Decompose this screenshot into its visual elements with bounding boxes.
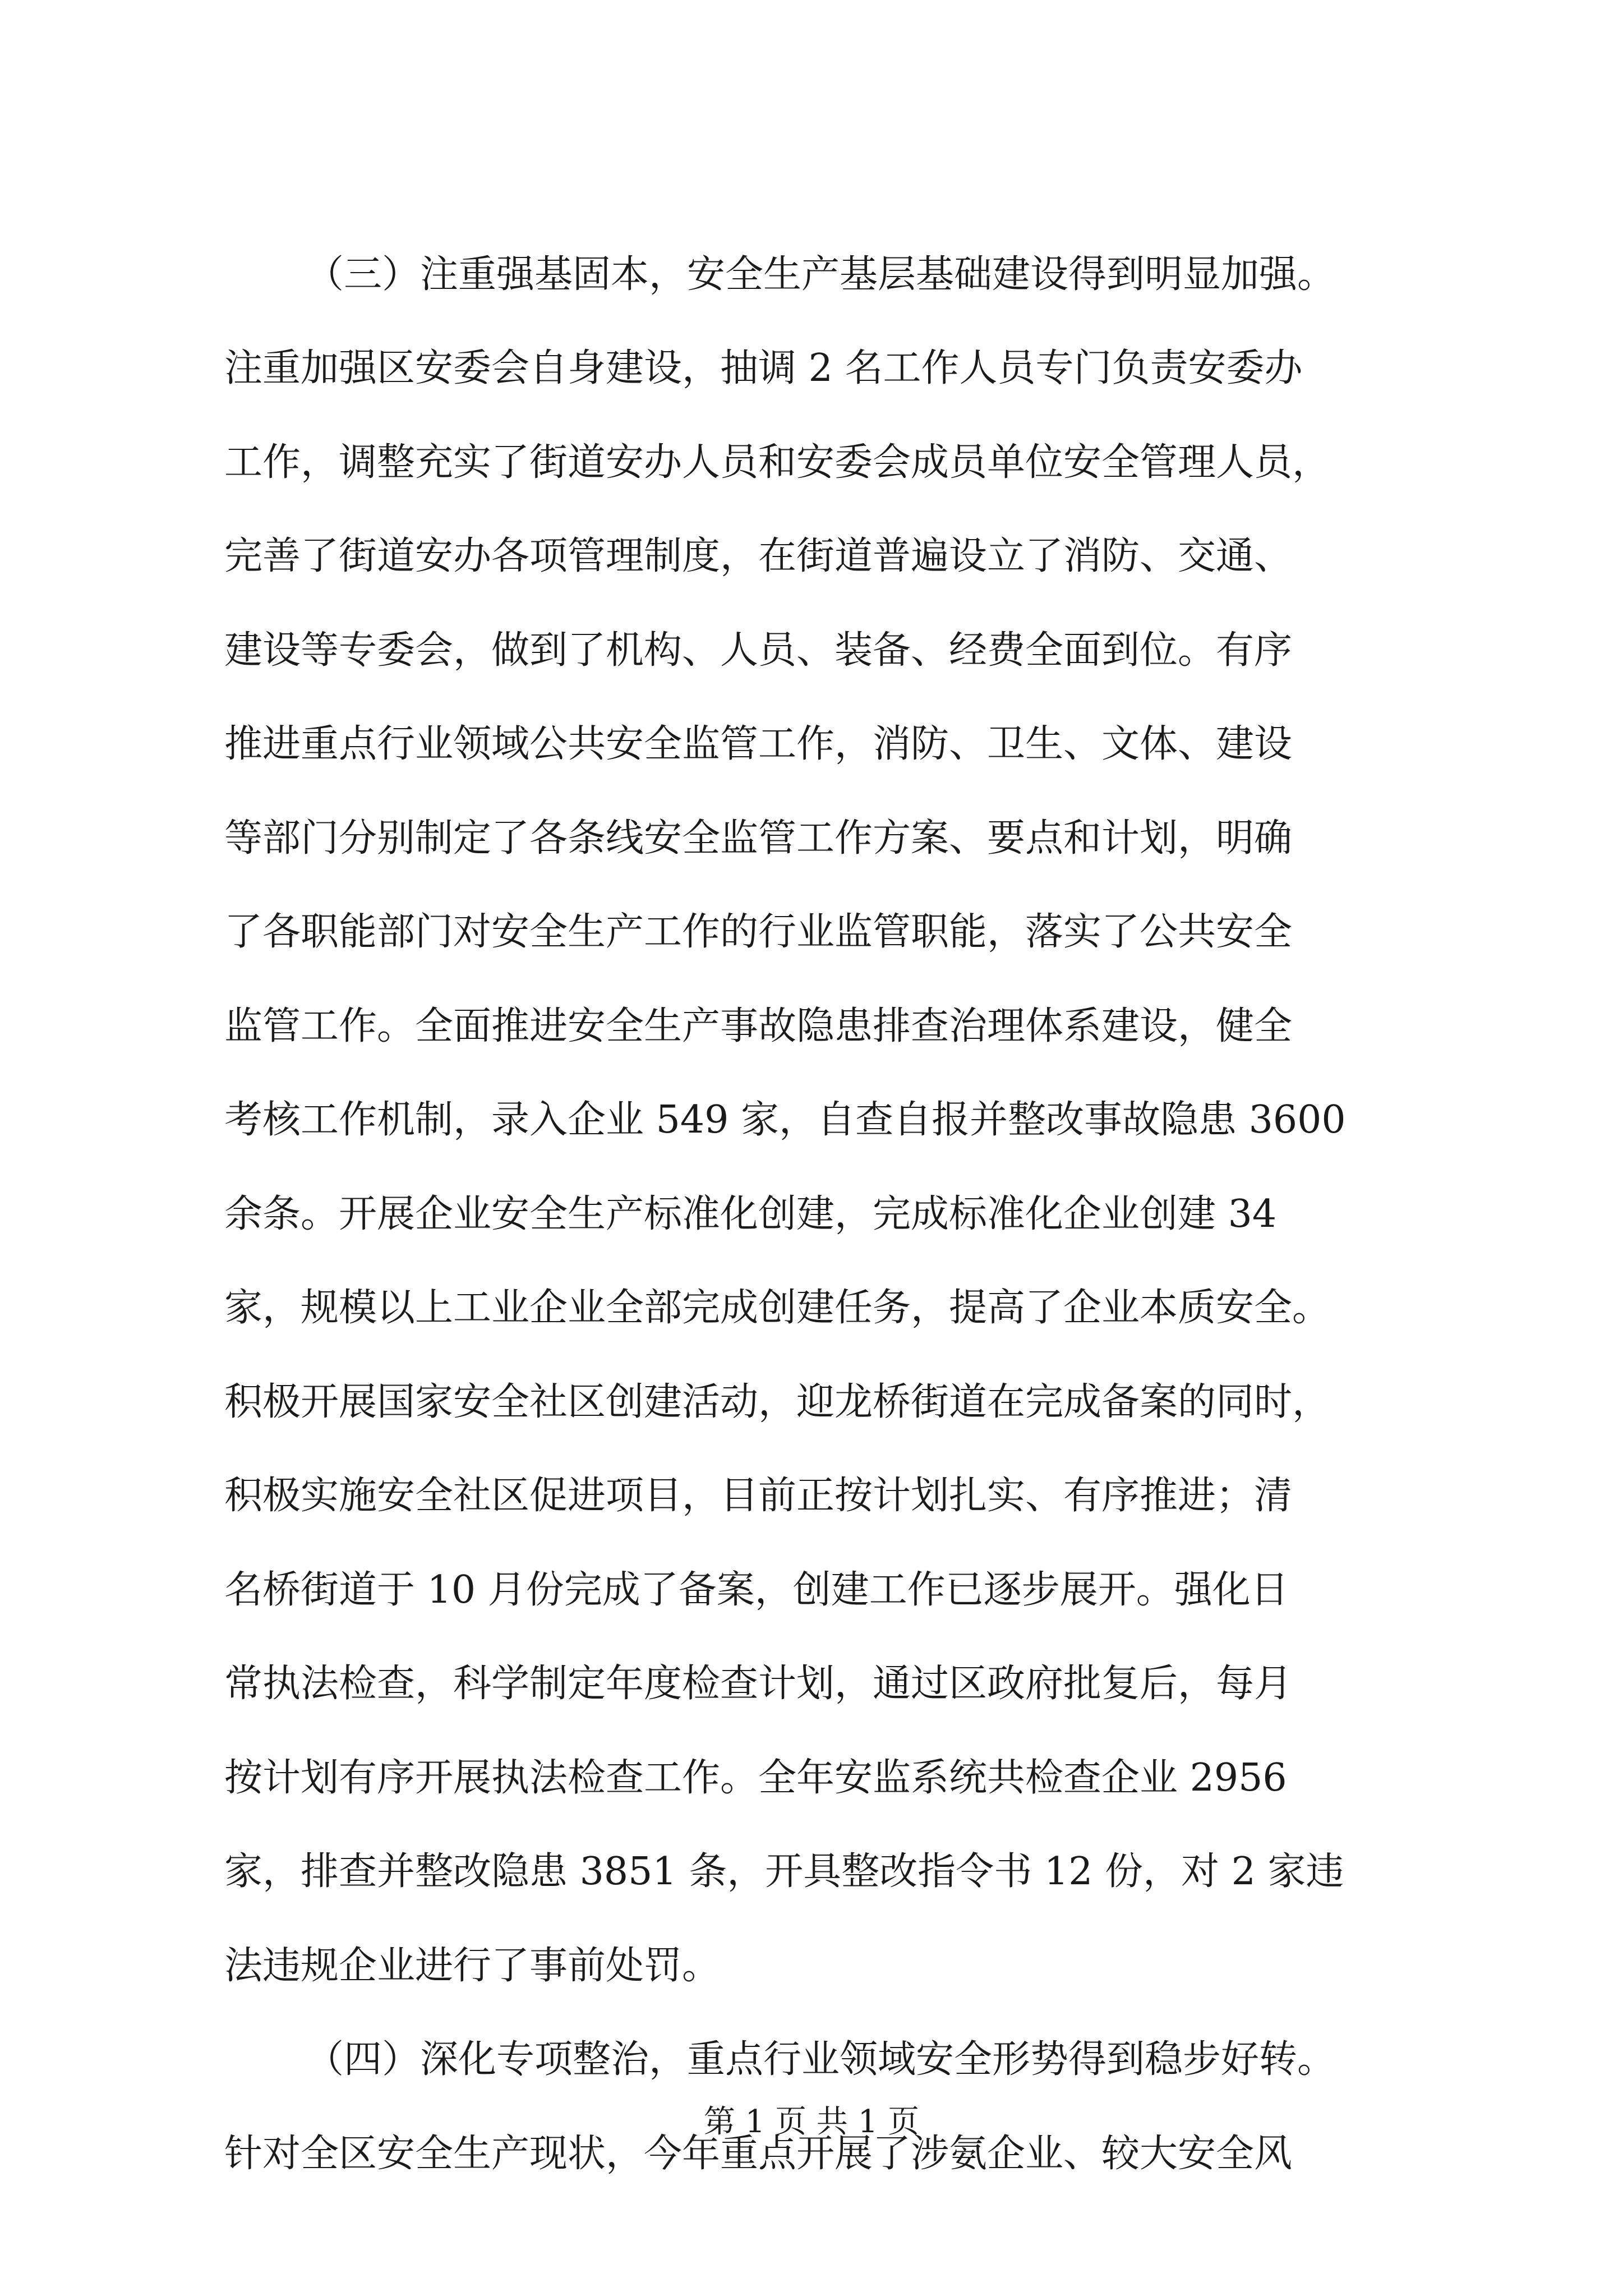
paragraph-line: 等部门分别制定了各条线安全监管工作方案、要点和计划，明确: [224, 816, 1293, 861]
paragraph-line: 名桥街道于 10 月份完成了备案，创建工作已逐步展开。强化日: [224, 1568, 1289, 1612]
paragraph-line: 家，规模以上工业企业全部完成创建任务，提高了企业本质安全。: [224, 1286, 1331, 1330]
paragraph-line: 余条。开展企业安全生产标准化创建，完成标准化企业创建 34: [224, 1192, 1277, 1236]
paragraph-line: 考核工作机制，录入企业 549 家，自查自报并整改事故隐患 3600: [224, 1098, 1346, 1142]
page-footer: 第 1 页 共 1 页: [703, 2104, 920, 2140]
paragraph-line: 工作，调整充实了街道安办人员和安委会成员单位安全管理人员，: [224, 440, 1331, 485]
paragraph-line: 积极实施安全社区促进项目，目前正按计划扎实、有序推进；清: [224, 1474, 1293, 1518]
paragraph-line: 完善了街道安办各项管理制度，在街道普遍设立了消防、交通、: [224, 534, 1293, 578]
paragraph-line: 了各职能部门对安全生产工作的行业监管职能，落实了公共安全: [224, 910, 1293, 954]
paragraph-line: 积极开展国家安全社区创建活动，迎龙桥街道在完成备案的同时，: [224, 1380, 1331, 1424]
paragraph-line: 建设等专委会，做到了机构、人员、装备、经费全面到位。有序: [224, 628, 1293, 673]
paragraph-line: （四）深化专项整治，重点行业领域安全形势得到稳步好转。: [306, 2037, 1336, 2082]
paragraph-line: 家，排查并整改隐患 3851 条，开具整改指令书 12 份，对 2 家违: [224, 1849, 1344, 1894]
paragraph-line: 按计划有序开展执法检查工作。全年安监系统共检查企业 2956: [224, 1756, 1287, 1800]
paragraph-line: （三）注重强基固本，安全生产基层基础建设得到明显加强。: [306, 252, 1336, 297]
paragraph-line: 推进重点行业领域公共安全监管工作，消防、卫生、文体、建设: [224, 722, 1293, 766]
paragraph-line: 法违规企业进行了事前处罚。: [224, 1944, 721, 1988]
paragraph-line: 常执法检查，科学制定年度检查计划，通过区政府批复后，每月: [224, 1662, 1293, 1706]
paragraph-line: 针对全区安全生产现状，今年重点开展了涉氨企业、较大安全风: [224, 2132, 1293, 2176]
paragraph-line: 监管工作。全面推进安全生产事故隐患排查治理体系建设，健全: [224, 1004, 1293, 1048]
paragraph-line: 注重加强区安委会自身建设，抽调 2 名工作人员专门负责安委办: [224, 346, 1303, 390]
